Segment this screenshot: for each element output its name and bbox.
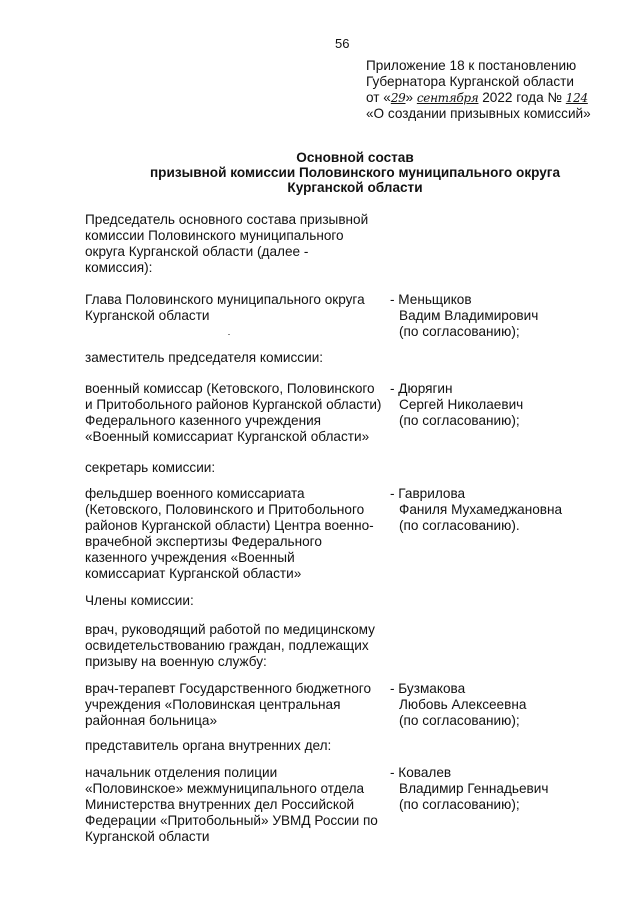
text-line: комиссии Половинского муниципального	[85, 228, 344, 243]
doctor-position	[85, 681, 371, 729]
chairman-name	[390, 292, 538, 340]
date-sep: »	[405, 90, 417, 105]
text-line: призыву на военную службу:	[85, 654, 267, 669]
text-line: (по согласованию);	[399, 713, 520, 728]
text-line: районная больница»	[85, 713, 218, 728]
page-number: 56	[335, 36, 350, 51]
scan-speck	[228, 334, 230, 335]
text-line: Федерального казенного учреждения	[85, 413, 322, 428]
text-line: (по согласованию);	[399, 324, 520, 339]
text-line: - Бузмакова	[390, 681, 466, 696]
police-heading: представитель органа внутренних дел:	[85, 738, 332, 753]
text-line: «Половинское» межмуниципального отдела	[85, 781, 365, 796]
text-line: и Притобольного районов Курганской области)	[85, 397, 382, 412]
title-line: Основной состав	[296, 150, 414, 165]
title-line: Курганской области	[287, 180, 423, 195]
members-heading: Члены комиссии:	[85, 593, 194, 608]
date-prefix: от «	[366, 90, 391, 105]
appendix-line: «О создании призывных комиссий»	[366, 106, 591, 121]
text-line: Вадим Владимирович	[399, 308, 539, 323]
text-line: врач-терапевт Государственного бюджетного	[85, 681, 372, 696]
text-line: казенного учреждения «Военный	[85, 550, 295, 565]
text-line: «Военный комиссариат Курганской области»	[85, 429, 370, 444]
doctor-heading	[85, 622, 375, 670]
secretary-position	[85, 486, 374, 582]
appendix-date-line	[366, 90, 591, 106]
text-line: фельдшер военного комиссариата	[85, 486, 305, 501]
text-line: комиссариат Курганской области»	[85, 566, 302, 581]
deputy-heading: заместитель председателя комиссии:	[85, 350, 324, 365]
text-line: освидетельствованию граждан, подлежащих	[85, 638, 369, 653]
text-line: Курганской области	[85, 308, 210, 323]
text-line: Курганской области	[85, 829, 210, 844]
text-line: Фаниля Мухамеджановна	[399, 502, 563, 517]
text-line: врачебной экспертизы Федерального	[85, 534, 322, 549]
text-line: Владимир Геннадьевич	[399, 781, 549, 796]
secretary-heading: секретарь комиссии:	[85, 460, 216, 475]
chairman-position	[85, 292, 365, 324]
deputy-name	[390, 381, 523, 429]
text-line: врач, руководящий работой по медицинскому	[85, 622, 375, 637]
text-line: (Кетовского, Половинского и Притобольного	[85, 502, 365, 517]
text-line: - Гаврилова	[390, 486, 466, 501]
police-name	[390, 765, 548, 813]
text-line: - Меньщиков	[390, 292, 472, 307]
handwritten-day: 29	[390, 91, 406, 105]
secretary-name	[390, 486, 562, 534]
text-line: (по согласованию);	[399, 413, 520, 428]
date-year: 2022 года №	[478, 90, 566, 105]
deputy-position	[85, 381, 381, 445]
text-line: (по согласованию);	[399, 797, 520, 812]
handwritten-month: сентября	[416, 91, 479, 105]
text-line: Любовь Алексеевна	[399, 697, 527, 712]
text-line: начальник отделения полиции	[85, 765, 278, 780]
text-line: Глава Половинского муниципального округа	[85, 292, 365, 307]
appendix-line: Приложение 18 к постановлению	[366, 58, 577, 73]
text-line: районов Курганской области) Центра военно-	[85, 518, 374, 533]
text-line: - Ковалев	[390, 765, 452, 780]
police-position	[85, 765, 378, 845]
text-line: Сергей Николаевич	[399, 397, 524, 412]
chairman-heading	[85, 212, 368, 276]
appendix-header	[366, 58, 591, 122]
text-line: Министерства внутренних дел Российской	[85, 797, 355, 812]
text-line: комиссия):	[85, 260, 153, 275]
text-line: - Дюрягин	[390, 381, 453, 396]
handwritten-doc-number: 124	[565, 91, 588, 105]
text-line: (по согласованию).	[399, 518, 520, 533]
appendix-line: Губернатора Курганской области	[366, 74, 574, 89]
text-line: округа Курганской области (далее -	[85, 244, 309, 259]
doctor-name	[390, 681, 526, 729]
text-line: учреждения «Половинская центральная	[85, 697, 341, 712]
text-line: Федерации «Притобольный» УВМД России по	[85, 813, 378, 828]
document-title	[80, 150, 630, 195]
text-line: военный комиссар (Кетовского, Половинского	[85, 381, 375, 396]
title-line: призывной комиссии Половинского муниципального округа	[149, 165, 561, 180]
text-line: Председатель основного состава призывной	[85, 212, 369, 227]
